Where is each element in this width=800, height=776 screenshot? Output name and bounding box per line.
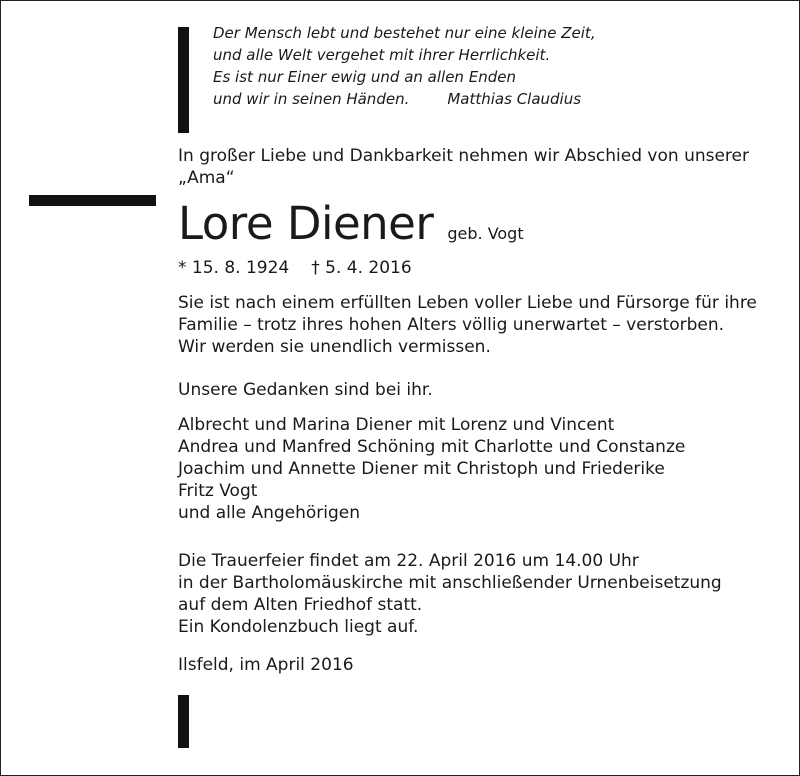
mourner-entry: Fritz Vogt — [178, 481, 258, 501]
quote-line: Es ist nur Einer ewig und an allen Enden — [213, 68, 516, 86]
funeral-details — [178, 550, 722, 638]
paragraph-line: Sie ist nach einem erfüllten Leben voller Liebe und Fürsorge für ihre — [178, 293, 757, 313]
quote-line-last — [213, 88, 596, 110]
mourners-list — [178, 414, 685, 524]
quote-line: und wir in seinen Händen. — [213, 90, 410, 108]
place-and-date — [178, 654, 354, 676]
life-dates — [178, 257, 412, 279]
birth-date: * 15. 8. 1924 — [178, 258, 290, 278]
ceremony-line: Ein Kondolenzbuch liegt auf. — [178, 617, 419, 637]
thoughts-paragraph — [178, 379, 433, 401]
decorative-bar-bottom — [178, 695, 189, 748]
ceremony-line: in der Bartholomäuskirche mit anschließender Urnenbeisetzung — [178, 573, 722, 593]
deceased-name: Lore Diener — [178, 197, 434, 250]
paragraph-line: Familie – trotz ihres hohen Alters völlig unerwartet – verstorben. — [178, 315, 725, 335]
paragraph-line: Unsere Gedanken sind bei ihr. — [178, 380, 433, 400]
mourner-entry: Joachim und Annette Diener mit Christoph und Friederike — [178, 459, 665, 479]
ceremony-line: auf dem Alten Friedhof statt. — [178, 595, 423, 615]
deceased-name-line — [178, 198, 524, 250]
maiden-name: geb. Vogt — [447, 224, 524, 243]
decorative-bar-middle — [29, 195, 156, 206]
intro-text — [178, 145, 749, 189]
intro-line: „Ama“ — [178, 168, 235, 188]
tribute-paragraph — [178, 292, 757, 358]
epigraph-quote — [213, 22, 596, 110]
quote-line: und alle Welt vergehet mit ihrer Herrlichkeit. — [213, 46, 551, 64]
ceremony-line: Die Trauerfeier findet am 22. April 2016 um 14.00 Uhr — [178, 551, 639, 571]
decorative-bar-top — [178, 27, 189, 133]
quote-author: Matthias Claudius — [447, 90, 582, 108]
paragraph-line: Wir werden sie unendlich vermissen. — [178, 337, 491, 357]
mourner-entry: Andrea und Manfred Schöning mit Charlotte und Constanze — [178, 437, 686, 457]
mourner-entry: Albrecht und Marina Diener mit Lorenz und Vincent — [178, 415, 615, 435]
place-date-line: Ilsfeld, im April 2016 — [178, 655, 354, 675]
intro-line: In großer Liebe und Dankbarkeit nehmen wir Abschied von unserer — [178, 146, 749, 166]
quote-line: Der Mensch lebt und bestehet nur eine kleine Zeit, — [213, 24, 596, 42]
mourner-entry: und alle Angehörigen — [178, 503, 361, 523]
death-date: † 5. 4. 2016 — [311, 258, 412, 278]
